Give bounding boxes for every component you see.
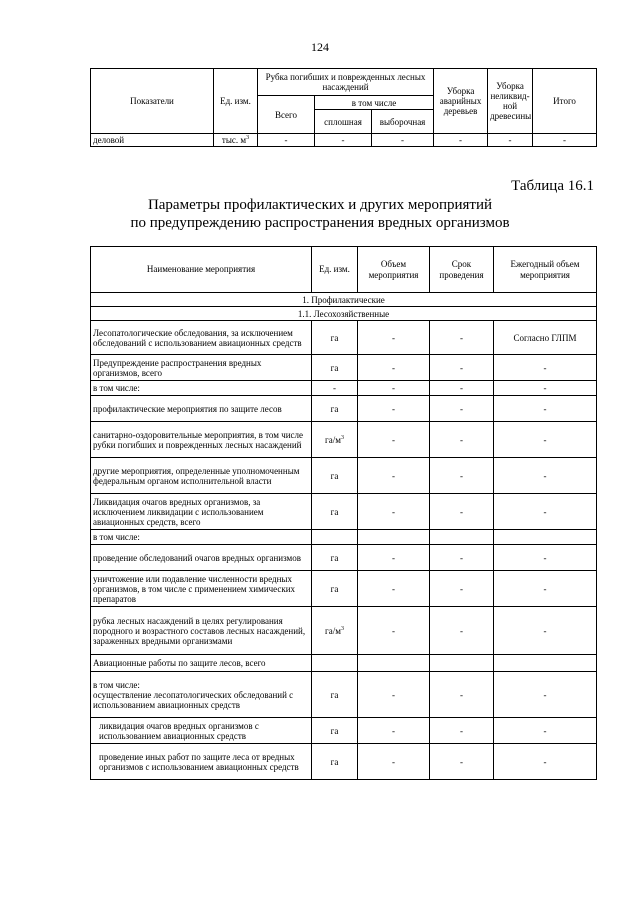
row-unit: га (312, 571, 358, 607)
row-annual: - (494, 381, 597, 396)
row-annual: - (494, 718, 597, 744)
row-term: - (430, 396, 494, 422)
row-unit: $га/м^3$ (312, 607, 358, 655)
row-volume: - (358, 422, 430, 458)
row-annual: Согласно ГЛПМ (494, 321, 597, 355)
cell-value: - (533, 134, 597, 147)
table-row (91, 422, 597, 458)
table-row (91, 396, 597, 422)
row-name: Лесопатологические обследования, за исключением обследований с использованием авиационных средств (91, 321, 312, 355)
row-name: в том числе: (91, 530, 312, 545)
row-term: - (430, 494, 494, 530)
cell-value: - (434, 134, 488, 147)
cell-value: - (372, 134, 434, 147)
row-volume: - (358, 321, 430, 355)
header-felling: Рубка погибших и поврежденных лесных насаждений (258, 69, 434, 96)
row-term: - (430, 355, 494, 381)
row-name: Авиационные работы по защите лесов, всего (91, 655, 312, 672)
row-unit: га (312, 458, 358, 494)
header-selective: выборочная (372, 110, 434, 134)
page-number: 124 (311, 40, 329, 54)
row-annual: - (494, 545, 597, 571)
row-name: Ликвидация очагов вредных организмов, за исключением ликвидации с использованием авиационных средств, всего (91, 494, 312, 530)
table-row (91, 134, 597, 147)
header-emergency: Уборка аварийных деревьев (434, 69, 488, 134)
title-line: Параметры профилактических и других мероприятий (147, 197, 493, 213)
row-annual: - (494, 494, 597, 530)
table-row (91, 458, 597, 494)
row-annual: - (494, 571, 597, 607)
row-term: - (430, 321, 494, 355)
row-volume: - (358, 718, 430, 744)
row-term (430, 530, 494, 545)
row-unit (312, 655, 358, 672)
row-volume: - (358, 381, 430, 396)
row-unit: га (312, 355, 358, 381)
row-term: - (430, 545, 494, 571)
table-row (91, 355, 597, 381)
row-term: - (430, 381, 494, 396)
header-term: Срок проведения (430, 247, 494, 293)
row-term: - (430, 672, 494, 718)
header-volume: Объем мероприятия (358, 247, 430, 293)
header-annual: Ежегодный объем мероприятия (494, 247, 597, 293)
header-result: Итого (533, 69, 597, 134)
row-annual (494, 530, 597, 545)
row-unit: га (312, 321, 358, 355)
header-unit: Ед. изм. (214, 69, 258, 134)
row-unit: га (312, 718, 358, 744)
row-unit: га (312, 494, 358, 530)
row-name: ликвидация очагов вредных организмов с использованием авиационных средств (91, 718, 312, 744)
cell-value: - (315, 134, 372, 147)
row-name: санитарно-оздоровительные мероприятия, в том числе рубки погибших и поврежденных лесных насаждений (91, 422, 312, 458)
top-table (90, 68, 597, 147)
header-clear: сплошная (315, 110, 372, 134)
row-term: - (430, 607, 494, 655)
table-row (91, 381, 597, 396)
row-term: - (430, 744, 494, 780)
row-volume: - (358, 607, 430, 655)
table-row (91, 545, 597, 571)
table-row (91, 655, 597, 672)
table-row (91, 571, 597, 607)
row-name-detail: осуществление лесопатологических обследований с использованием авиационных средств (93, 689, 294, 710)
row-volume: - (358, 458, 430, 494)
row-volume: - (358, 672, 430, 718)
row-unit: га (312, 744, 358, 780)
row-name (91, 672, 312, 718)
row-annual: - (494, 744, 597, 780)
table-row (91, 321, 597, 355)
row-volume (358, 530, 430, 545)
row-annual: - (494, 458, 597, 494)
row-name: в том числе: (91, 381, 312, 396)
row-volume (358, 655, 430, 672)
row-unit: - (312, 381, 358, 396)
title-line: по предупреждению распространения вредных организмов (130, 215, 510, 231)
row-term: - (430, 458, 494, 494)
row-annual: - (494, 355, 597, 381)
header-indicators: Показатели (91, 69, 214, 134)
row-volume: - (358, 545, 430, 571)
row-unit: тыс. $м^3$ (214, 134, 258, 147)
row-name: другие мероприятия, определенные уполномоченным федеральным органом исполнительной власти (91, 458, 312, 494)
document-title (0, 196, 640, 232)
header-name: Наименование мероприятия (91, 247, 312, 293)
row-name: уничтожение или подавление численности вредных организмов, в том числе с применением химических препаратов (91, 571, 312, 607)
row-annual: - (494, 672, 597, 718)
row-name: проведение иных работ по защите леса от вредных организмов с использованием авиационных средств (91, 744, 312, 780)
section-heading: 1. Профилактические (91, 293, 597, 307)
row-name-intro: в том числе: (93, 679, 140, 690)
row-term: - (430, 718, 494, 744)
row-term (430, 655, 494, 672)
row-unit (312, 530, 358, 545)
row-unit: га (312, 396, 358, 422)
row-name: Предупреждение распространения вредных организмов, всего (91, 355, 312, 381)
row-term: - (430, 571, 494, 607)
header-total: Всего (258, 96, 315, 134)
row-annual: - (494, 422, 597, 458)
table-number: Таблица 16.1 (511, 178, 594, 194)
row-volume: - (358, 744, 430, 780)
main-table (90, 246, 597, 780)
row-term: - (430, 422, 494, 458)
row-annual: - (494, 607, 597, 655)
row-annual: - (494, 396, 597, 422)
row-name: проведение обследований очагов вредных организмов (91, 545, 312, 571)
table-row (91, 672, 597, 718)
row-unit: га (312, 672, 358, 718)
table-row (91, 530, 597, 545)
row-annual (494, 655, 597, 672)
section-heading: 1.1. Лесохозяйственные (91, 307, 597, 321)
row-volume: - (358, 571, 430, 607)
row-name: профилактические мероприятия по защите лесов (91, 396, 312, 422)
row-name: деловой (91, 134, 214, 147)
header-unit: Ед. изм. (312, 247, 358, 293)
row-volume: - (358, 355, 430, 381)
table-row (91, 494, 597, 530)
row-unit: га (312, 545, 358, 571)
row-volume: - (358, 494, 430, 530)
table-row (91, 607, 597, 655)
header-illiquid: Уборка неликвид- ной древесины (488, 69, 533, 134)
header-including: в том числе (315, 96, 434, 110)
table-row (91, 744, 597, 780)
row-name: рубка лесных насаждений в целях регулирования породного и возрастного составов лесных насаждений, зараженных вредными организмами (91, 607, 312, 655)
table-row (91, 718, 597, 744)
cell-value: - (488, 134, 533, 147)
row-unit: $га/м^3$ (312, 422, 358, 458)
cell-value: - (258, 134, 315, 147)
row-volume: - (358, 396, 430, 422)
